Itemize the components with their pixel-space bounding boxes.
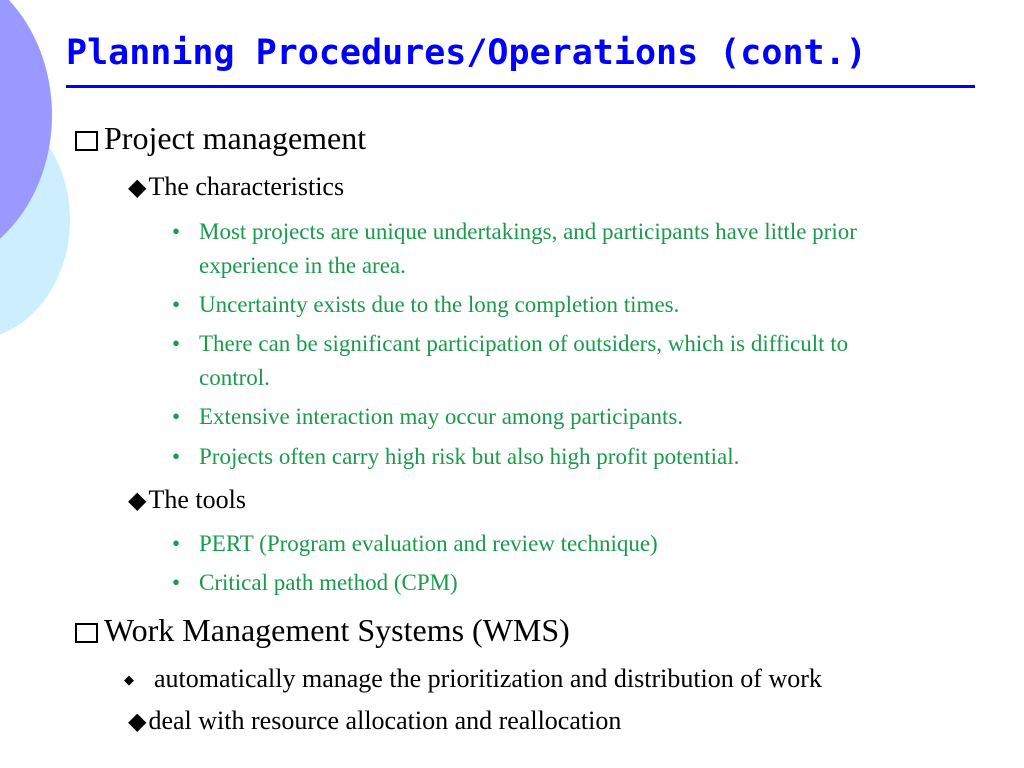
dot-icon: • [172, 444, 181, 469]
list-item-text: Critical path method (CPM) [199, 570, 458, 595]
list-item [172, 327, 912, 395]
list-item-text: Projects often carry high risk but also high profit potential. [199, 444, 740, 469]
group-heading-label: The tools [148, 485, 246, 514]
dot-icon: • [172, 404, 181, 429]
list-item [172, 288, 962, 322]
list-item-text: Uncertainty exists due to the long completion times. [199, 292, 680, 317]
list-item [172, 215, 962, 283]
group-heading-tools [128, 485, 246, 515]
list-item-text: Extensive interaction may occur among participants. [199, 404, 684, 429]
wms-point-text: automatically manage the prioritization and distribution of work [154, 664, 822, 693]
group-heading-label: The characteristics [148, 172, 345, 201]
section-heading-label: Work Management Systems (WMS) [104, 612, 570, 648]
hollow-square-icon [75, 623, 98, 643]
dot-icon: • [172, 331, 181, 356]
hollow-square-icon [75, 131, 98, 151]
wms-point [128, 706, 621, 736]
section-heading-wms [75, 612, 570, 649]
list-item [172, 566, 962, 600]
wms-point [124, 664, 822, 694]
list-item [172, 527, 962, 561]
slide-title: Planning Procedures/Operations (cont.) [66, 33, 867, 73]
section-heading-label: Project management [104, 120, 367, 156]
section-heading-project-management [75, 120, 366, 157]
diamond-icon: ◆ [128, 709, 147, 735]
dot-icon: • [172, 531, 181, 556]
list-item [172, 440, 962, 474]
diamond-icon: ◆ [128, 175, 147, 201]
list-item-text: Most projects are unique undertakings, and participants have little prior experience in the area. [199, 219, 857, 278]
dot-icon: • [172, 292, 181, 317]
dot-icon: • [172, 570, 181, 595]
list-item-text: There can be significant participation of outsiders, which is difficult to control. [199, 331, 849, 390]
diamond-icon: ◆ [128, 488, 147, 514]
list-item-text: PERT (Program evaluation and review technique) [199, 531, 658, 556]
list-item [172, 400, 962, 434]
diamond-icon: ◆ [124, 672, 134, 687]
wms-point-text: deal with resource allocation and reallocation [148, 706, 622, 735]
group-heading-characteristics [128, 172, 344, 202]
dot-icon: • [172, 219, 181, 244]
